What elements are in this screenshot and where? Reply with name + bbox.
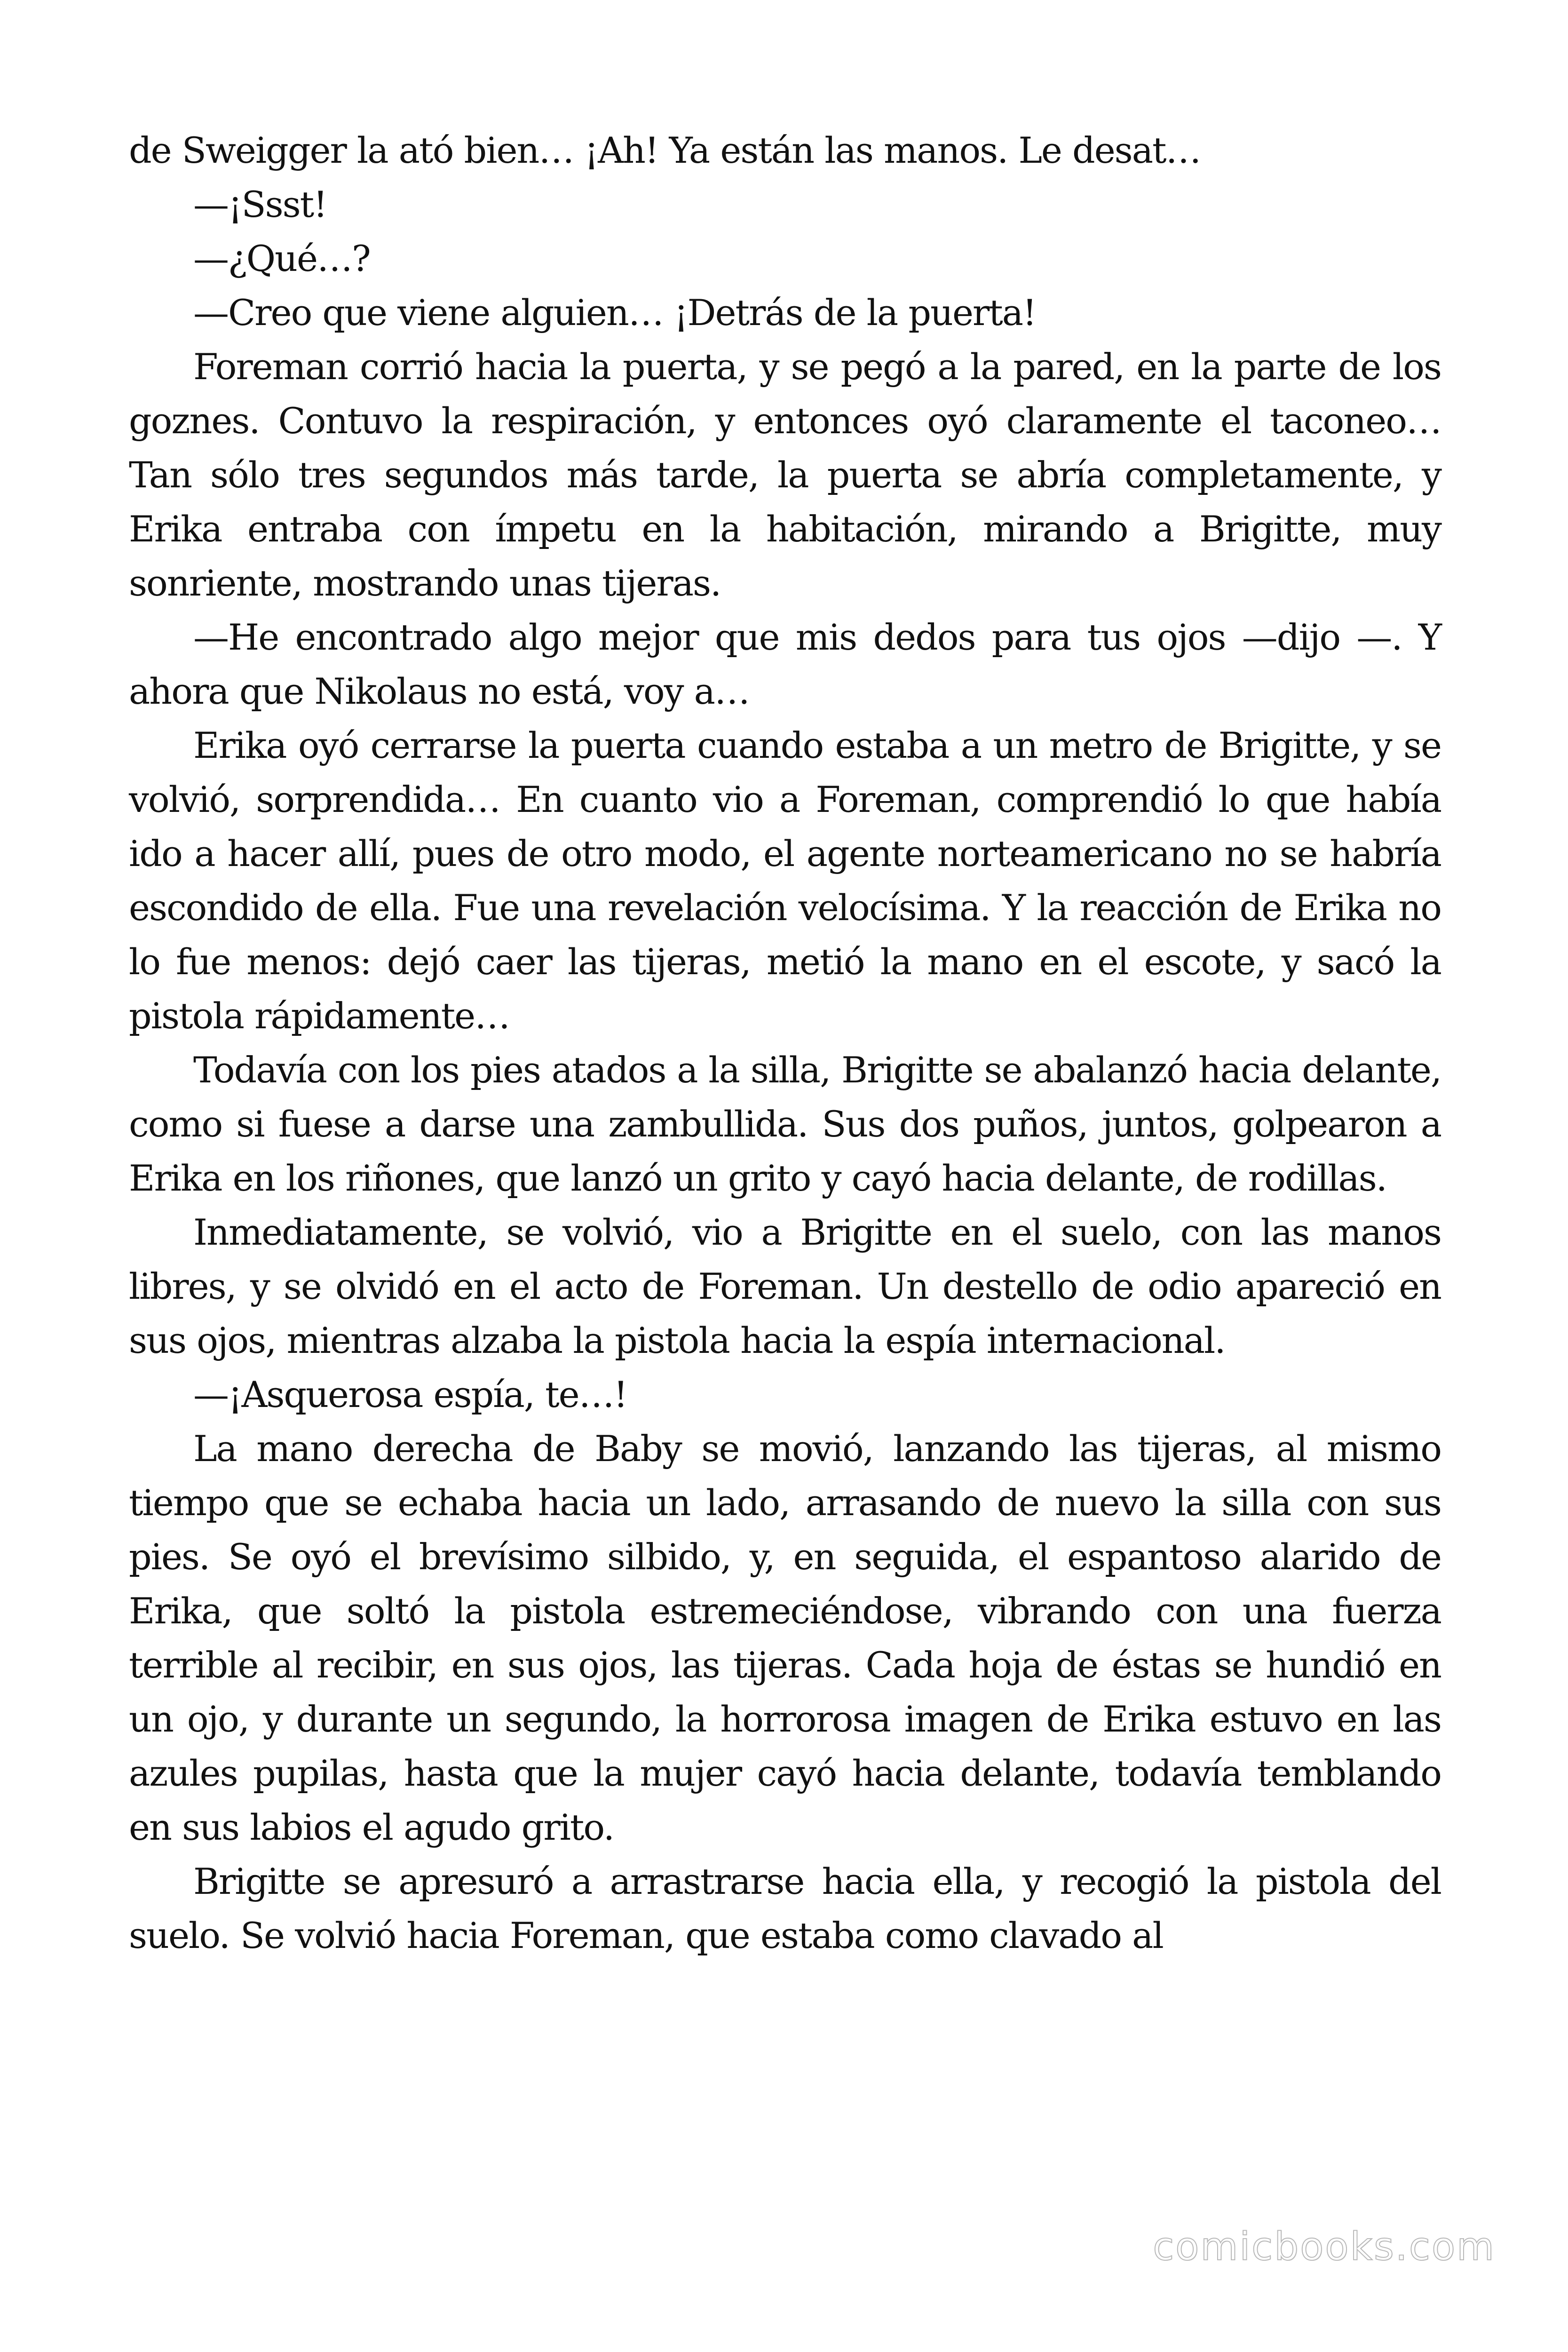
paragraph-9: Inmediatamente, se volvió, vio a Brigitte en el suelo, con las manos libres, y se olvidó en el acto de Foreman. Un destello de odio apareció en sus ojos, mientras alzaba la pistola hacia la espía internacional.	[129, 1211, 1441, 1361]
paragraph-8: Todavía con los pies atados a la silla, Brigitte se abalanzó hacia delante, como si fuese a darse una zambullida. Sus dos puños, juntos, golpearon a Erika en los riñones, que lanzó un grito y cayó hacia delante, de rodillas.	[129, 1049, 1441, 1199]
paragraph-5: Foreman corrió hacia la puerta, y se pegó a la pared, en la parte de los goznes. Contuvo la respiración, y entonces oyó claramente el taconeo… Tan sólo tres segundos más tarde, la puerta se abría completamente, y Erika entraba con ímpetu en la habitación, mirando a Brigitte, muy sonriente, mostrando unas tijeras.	[129, 346, 1441, 604]
paragraph-6: —He encontrado algo mejor que mis dedos para tus ojos —dijo —. Y ahora que Nikolaus no está, voy a…	[129, 616, 1441, 712]
paragraph-2: —¡Ssst!	[193, 183, 327, 225]
watermark: comicbooks.com	[1153, 2225, 1496, 2269]
paragraph-4: —Creo que viene alguien… ¡Detrás de la puerta!	[193, 292, 1036, 334]
paragraph-1: de Sweigger la ató bien… ¡Ah! Ya están las manos. Le desat…	[129, 129, 1201, 171]
paragraph-11: La mano derecha de Baby se movió, lanzando las tijeras, al mismo tiempo que se echaba hacia un lado, arrasando de nuevo la silla con sus pies. Se oyó el brevísimo silbido, y, en seguida, el espantoso alarido de Erika, que soltó la pistola estremeciéndose, vibrando con una fuerza terrible al recibir, en sus ojos, las tijeras. Cada hoja de éstas se hundió en un ojo, y durante un segundo, la horrorosa imagen de Erika estuvo en las azules pupilas, hasta que la mujer cayó hacia delante, todavía temblando en sus labios el agudo grito.	[129, 1428, 1441, 1848]
paragraph-12: Brigitte se apresuró a arrastrarse hacia ella, y recogió la pistola del suelo. Se volvió hacia Foreman, que estaba como clavado al	[129, 1860, 1441, 1956]
page-body	[129, 123, 1441, 1963]
paragraph-7: Erika oyó cerrarse la puerta cuando estaba a un metro de Brigitte, y se volvió, sorprendida… En cuanto vio a Foreman, comprendió lo que había ido a hacer allí, pues de otro modo, el agente norteamericano no se habría escondido de ella. Fue una revelación velocísima. Y la reacción de Erika no lo fue menos: dejó caer las tijeras, metió la mano en el escote, y sacó la pistola rápidamente…	[129, 724, 1441, 1037]
paragraph-3: —¿Qué…?	[193, 238, 370, 279]
paragraph-10: —¡Asquerosa espía, te…!	[193, 1374, 627, 1415]
